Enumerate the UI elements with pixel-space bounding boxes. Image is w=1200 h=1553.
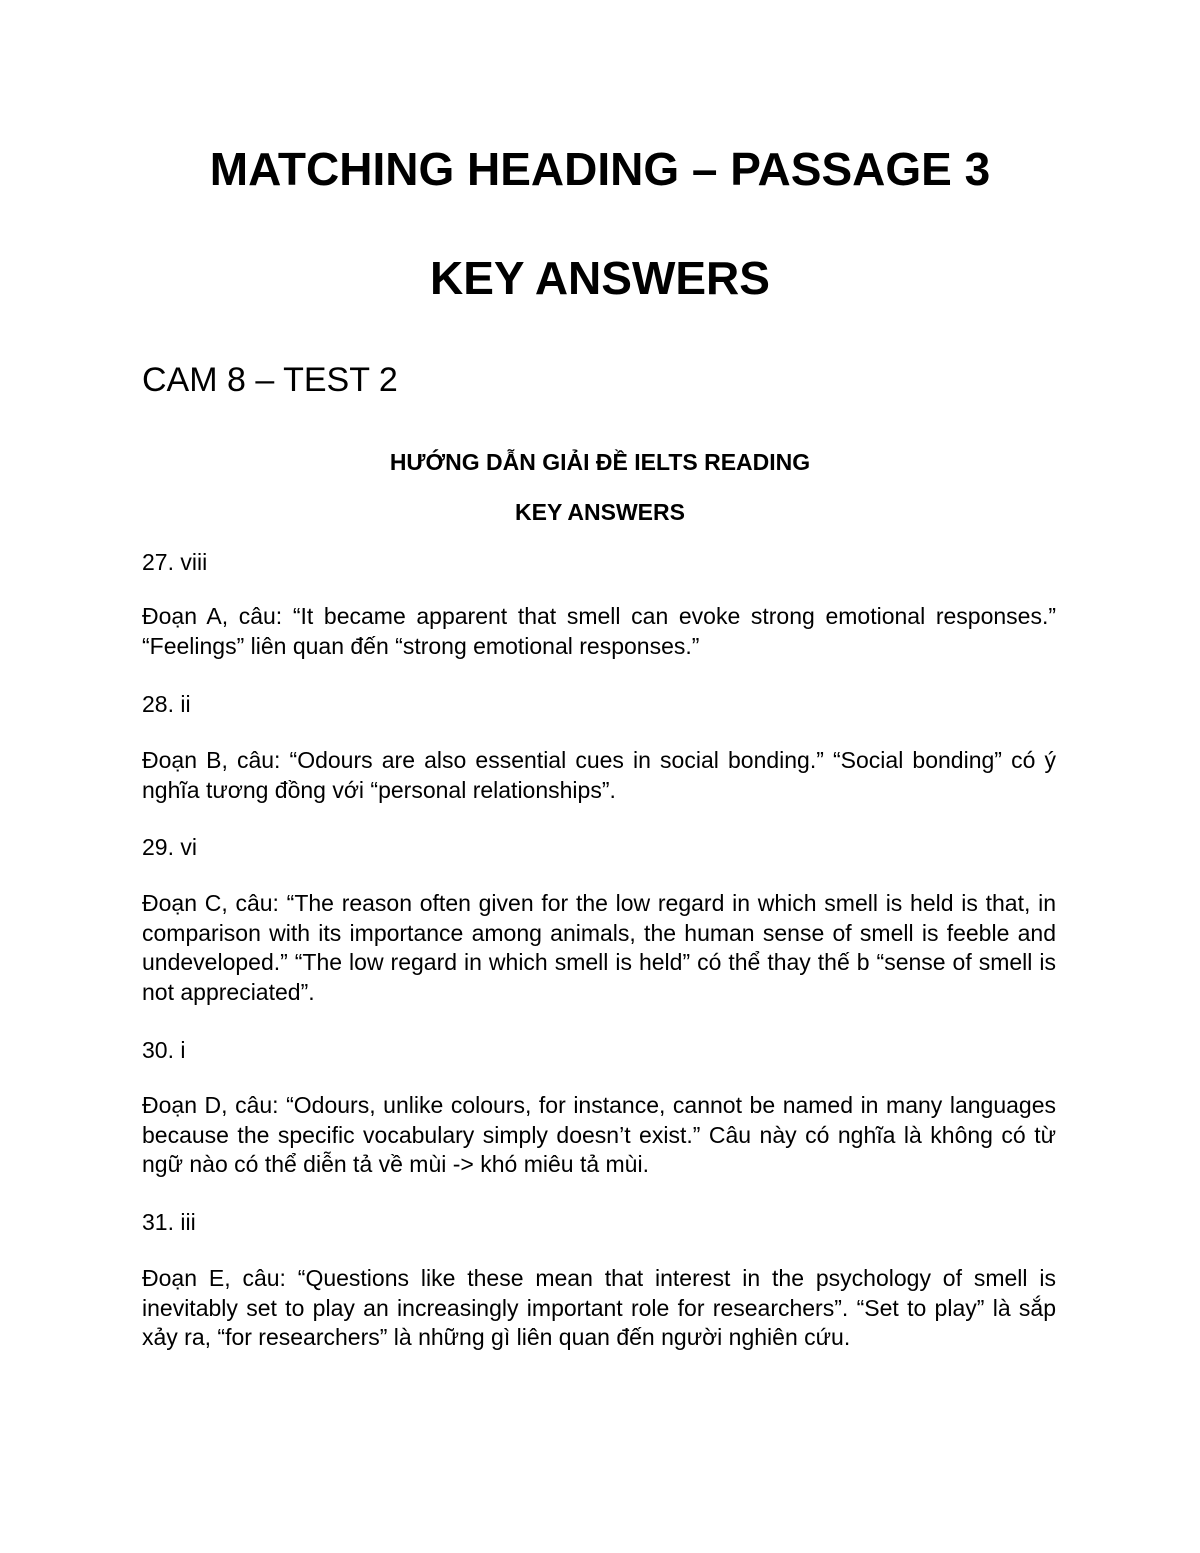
answer-number-27: 27. viii <box>142 549 208 575</box>
answer-number-31: 31. iii <box>142 1209 196 1235</box>
test-label: CAM 8 – TEST 2 <box>142 361 398 399</box>
guide-heading: HƯỚNG DẪN GIẢI ĐỀ IELTS READING <box>389 449 811 475</box>
document-subtitle: KEY ANSWERS <box>430 252 770 304</box>
guide-subheading: KEY ANSWERS <box>515 499 685 525</box>
answer-number-28: 28. ii <box>142 691 191 717</box>
answer-explanation-29: Đoạn C, câu: “The reason often given for the low regard in which smell is held is that, in comparison with its importance among animals, the human sense of smell is feeble and undeveloped.” “The low regard in which smell is held” có thể thay thế b “sense of smell is not appreciated”. <box>142 890 1056 1005</box>
answer-explanation-31: Đoạn E, câu: “Questions like these mean that interest in the psychology of smell is inevitably set to play an increasingly important role for researchers”. “Set to play” là sắp xảy ra, “for researchers” là những gì liên quan đến người nghiên cứu. <box>142 1265 1056 1350</box>
answer-number-29: 29. vi <box>142 834 197 860</box>
document-title: MATCHING HEADING – PASSAGE 3 <box>209 143 991 195</box>
answer-number-30: 30. i <box>142 1037 186 1063</box>
answer-explanation-30: Đoạn D, câu: “Odours, unlike colours, for instance, cannot be named in many languages because the specific vocabulary simply doesn’t exist.” Câu này có nghĩa là không có từ ngữ nào có thể diễn tả về mùi -> khó miêu tả mùi. <box>142 1092 1056 1177</box>
answer-explanation-27: Đoạn A, câu: “It became apparent that smell can evoke strong emotional responses.” “Feelings” liên quan đến “strong emotional responses.” <box>142 603 1056 659</box>
answer-explanation-28: Đoạn B, câu: “Odours are also essential cues in social bonding.” “Social bonding” có ý nghĩa tương đồng với “personal relationships”. <box>142 747 1056 803</box>
